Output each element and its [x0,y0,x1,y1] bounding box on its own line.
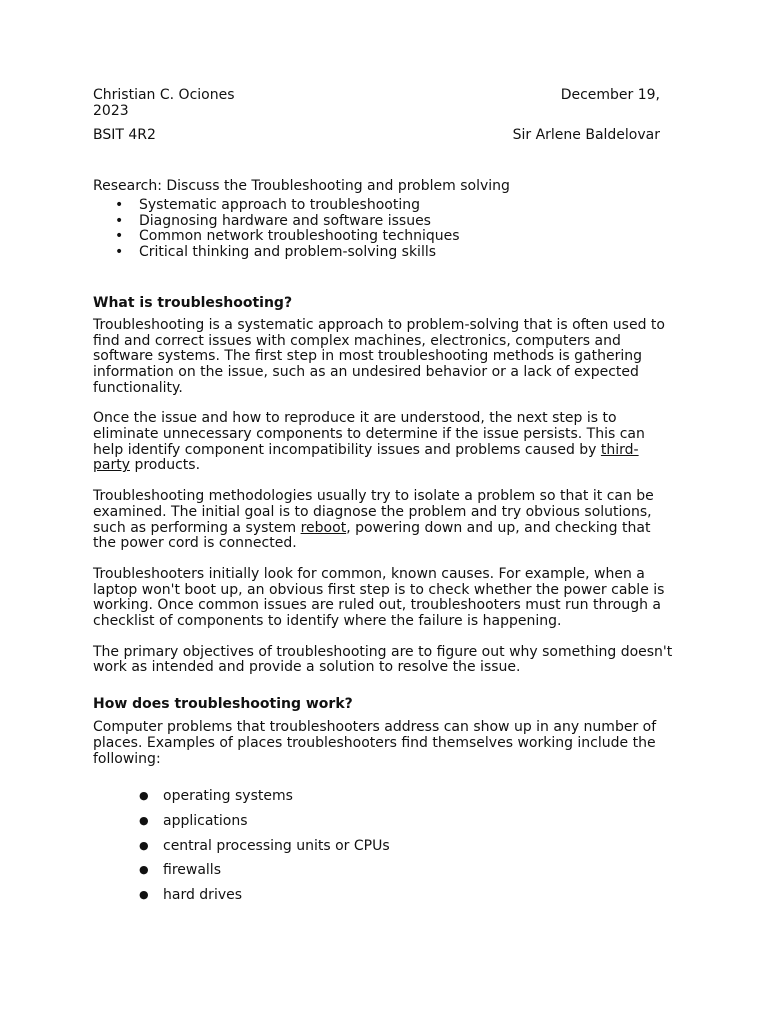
document-page [93,87,675,912]
bullet-icon: • [115,212,124,229]
bullet-icon: ● [139,888,149,902]
bullet-icon: • [115,228,124,245]
bullet-icon: • [115,197,124,213]
heading-how-troubleshooting-works: How does troubleshooting work? [93,696,353,713]
date-year: 2023 [93,103,129,119]
header-row-2 [93,127,675,143]
paragraph: Once the issue and how to reproduce it are understood, the next step is to eliminate unnecessary components to determine if the issue persists. This can help identify component incompatibility issues and problems caused by third-party products. [93,410,645,474]
list-item: • Critical thinking and problem-solving skills [115,244,437,261]
list-item: • Common network troubleshooting techniques [115,228,460,245]
paragraph: Troubleshooting is a systematic approach to problem-solving that is often used to find and correct issues with complex machines, electronics, computers and software systems. The first step in most troubleshooting methods is gathering information on the issue, such as an undesired behavior or a lack of expected functionality. [93,316,665,396]
list-item: • Diagnosing hardware and software issues [115,212,431,229]
bullet-icon: ● [139,813,149,827]
date-first-line: December 19, [560,87,660,103]
list-item: ● operating systems [139,788,293,805]
places-list [93,788,675,903]
paragraph: Troubleshooters initially look for common, known causes. For example, when a laptop won't boot up, an obvious first step is to check whether the power cable is working. Once common issues are ruled out, troubleshooters must run through a checklist of components to identify where the failure is happening. [93,565,665,630]
paragraph: Computer problems that troubleshooters address can show up in any number of places. Examples of places troubleshooters find themselves working include the following: [93,719,657,767]
instructor-name: Sir Arlene Baldelovar [512,127,660,143]
author-name: Christian C. Ociones [93,87,235,103]
reboot-link[interactable]: reboot [300,519,347,536]
heading-what-is-troubleshooting: What is troubleshooting? [93,294,293,311]
paragraph: The primary objectives of troubleshooting are to figure out why something doesn't work as intended and provide a solution to resolve the issue. [93,643,673,676]
list-item: ● firewalls [139,862,221,879]
list-item: • Systematic approach to troubleshooting [115,197,420,213]
research-title: Research: Discuss the Troubleshooting and problem solving [93,178,510,194]
section-code: BSIT 4R2 [93,127,156,143]
bullet-icon: ● [139,789,149,803]
bullet-icon: ● [139,838,149,852]
list-item: ● central processing units or CPUs [139,837,390,854]
header-row-1 [93,87,675,119]
bullet-icon: • [115,244,124,261]
list-item: ● applications [139,812,248,829]
third-party-link[interactable]: third-party [93,441,639,474]
topics-list [93,198,675,261]
bullet-icon: ● [139,863,149,877]
paragraph: Troubleshooting methodologies usually try to isolate a problem so that it can be examined. The initial goal is to diagnose the problem and try obvious solutions, such as performing a system reboot, powering down and up, and checking that the power cord is connected. [93,488,654,552]
list-item: ● hard drives [139,887,243,904]
